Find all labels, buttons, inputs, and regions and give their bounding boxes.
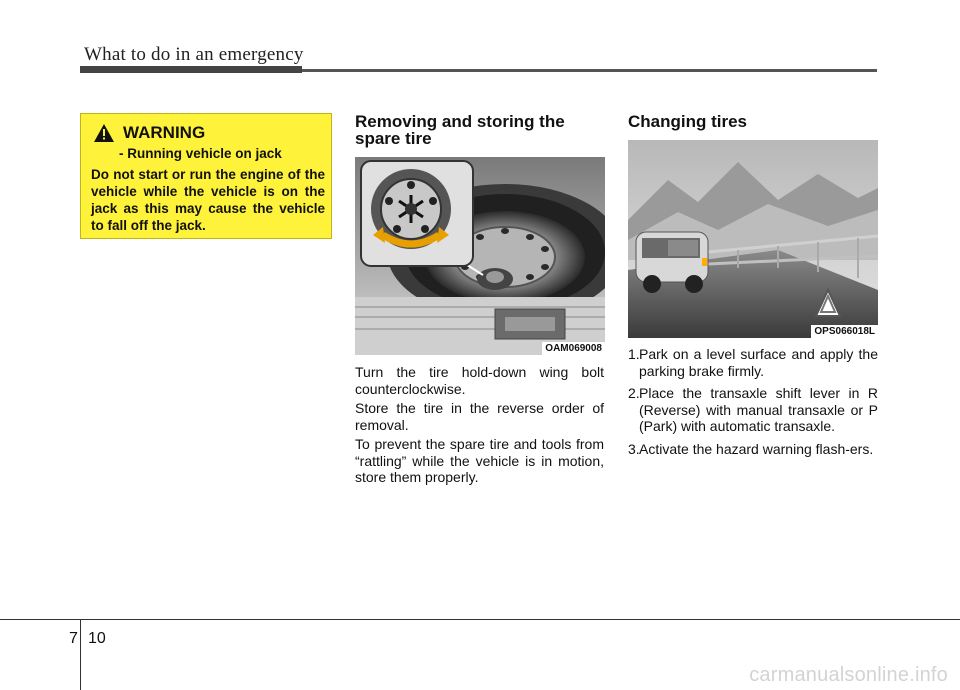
step-3 xyxy=(628,441,878,458)
warning-triangle-icon xyxy=(93,123,115,143)
footer-divider xyxy=(80,620,81,690)
step-number: 3. xyxy=(628,440,640,457)
hazard-scene-illustration xyxy=(628,140,878,338)
step-number: 2. xyxy=(628,385,640,401)
spare-tire-drawing xyxy=(355,157,605,355)
paragraph-prevent-rattling: To prevent the spare tire and tools from “rattling” while the vehicle is in motion, store them properly. xyxy=(355,436,604,485)
warning-subtitle: - Running vehicle on jack xyxy=(119,146,282,161)
image-label-hazard-scene: OPS066018L xyxy=(811,325,878,338)
header-tab-bar xyxy=(80,66,302,73)
footer-rule xyxy=(0,619,960,620)
spare-tire-illustration xyxy=(355,157,605,355)
paragraph-turn-bolt: Turn the tire hold-down wing bolt counterclockwise. xyxy=(355,364,604,397)
step-text: Place the transaxle shift lever in R (Reverse) with manual transaxle or P (Park) with automatic transaxle. xyxy=(639,385,878,434)
watermark-text[interactable]: carmanualsonline.info xyxy=(749,664,948,686)
section-title-spare-tire: Removing and storing the spare tire xyxy=(355,112,565,148)
hazard-scene-drawing xyxy=(628,140,878,338)
steps-list xyxy=(628,346,878,463)
warning-heading xyxy=(93,123,205,143)
warning-box xyxy=(80,113,332,239)
step-number: 1. xyxy=(628,346,640,362)
step-text: Park on a level surface and apply the parking brake firmly. xyxy=(639,346,878,379)
warning-title: WARNING xyxy=(123,123,206,142)
chapter-number: 7 xyxy=(69,630,78,647)
step-1 xyxy=(628,346,878,379)
paragraph-store-tire: Store the tire in the reverse order of removal. xyxy=(355,400,604,433)
step-2 xyxy=(628,385,878,435)
image-label-spare-tire: OAM069008 xyxy=(542,342,605,355)
warning-body: Do not start or run the engine of the vehicle while the vehicle is on the jack as this may cause the vehicle to fall off the jack. xyxy=(91,167,325,233)
page-header-title: What to do in an emergency xyxy=(84,44,304,65)
section-title-changing-tires: Changing tires xyxy=(628,112,748,131)
page-number: 10 xyxy=(88,630,106,647)
step-text: Activate the hazard warning flash-ers. xyxy=(639,440,874,457)
